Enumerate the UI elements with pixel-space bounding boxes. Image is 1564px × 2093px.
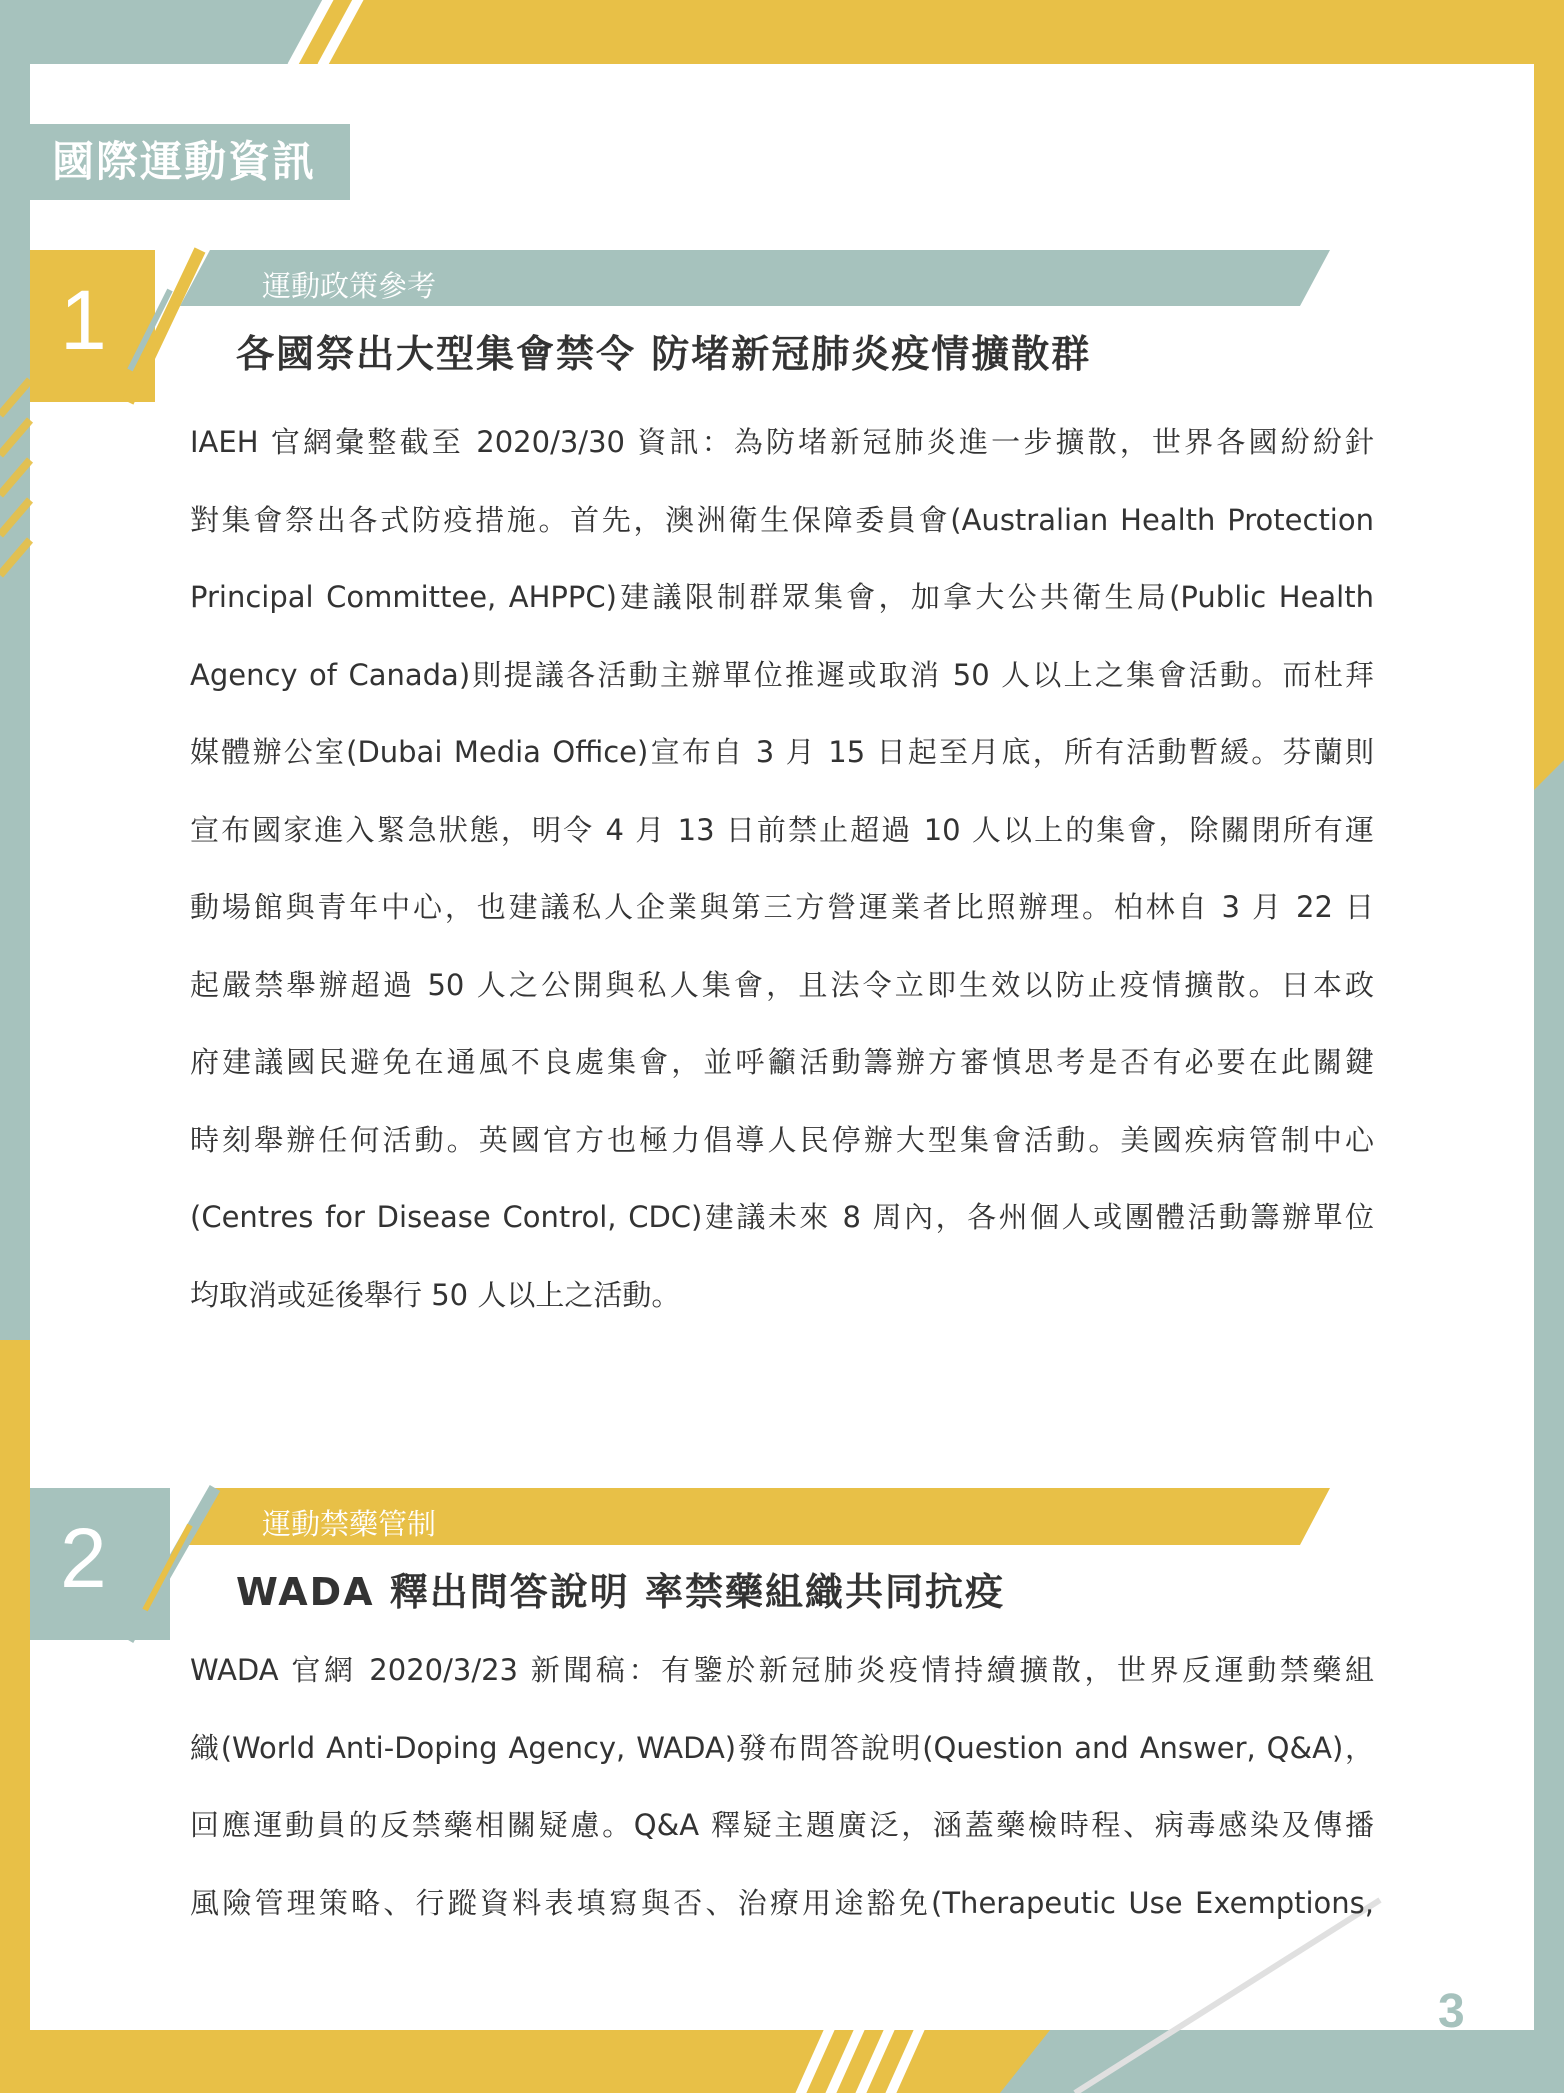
article-1-line: 動場館與青年中心，也建議私人企業與第三方營運業者比照辦理。柏林自 3 月 22 日 <box>190 890 1374 924</box>
article-2-line: 風險管理策略、行蹤資料表填寫與否、治療用途豁免(Therapeutic Use Exemptions, <box>190 1885 1374 1920</box>
article-1-line: 媒體辦公室(Dubai Media Office)宣布自 3 月 15 日起至月底，所有活動暫緩。芬蘭則 <box>190 735 1374 769</box>
article-1-line: 起嚴禁舉辦超過 50 人之公開與私人集會，且法令立即生效以防止疫情擴散。日本政 <box>190 967 1374 1002</box>
article-1-line: 對集會祭出各式防疫措施。首先，澳洲衛生保障委員會(Australian Health Protection <box>190 502 1374 537</box>
article-2-line: 回應運動員的反禁藥相關疑慮。Q&A 釋疑主題廣泛，涵蓋藥檢時程、病毒感染及傳播 <box>190 1808 1374 1842</box>
article-1-line: Agency of Canada)則提議各活動主辦單位推遲或取消 50 人以上之集會活動。而杜拜 <box>190 657 1374 692</box>
article-2-body <box>190 1650 1374 1960</box>
article-2-category: 運動禁藥管制 <box>262 1507 437 1541</box>
article-2-line: WADA 官網 2020/3/23 新聞稿：有鑒於新冠肺炎疫情持續擴散，世界反運動禁藥組 <box>190 1653 1374 1687</box>
article-1-line: 均取消或延後舉行 50 人以上之活動。 <box>190 1277 681 1312</box>
article-1-category: 運動政策參考 <box>262 269 437 303</box>
article-1-line: (Centres for Disease Control, CDC)建議未來 8 周內，各州個人或團體活動籌辦單位 <box>190 1200 1374 1234</box>
article-1-line: IAEH 官網彙整截至 2020/3/30 資訊：為防堵新冠肺炎進一步擴散，世界各國紛紛針 <box>190 425 1374 459</box>
article-2-line: 織(World Anti-Doping Agency, WADA)發布問答說明(Question and Answer, Q&A)， <box>190 1730 1374 1765</box>
article-2-headline: WADA 釋出問答說明 率禁藥組織共同抗疫 <box>236 1570 1006 1614</box>
article-1-line: 時刻舉辦任何活動。英國官方也極力倡導人民停辦大型集會活動。美國疾病管制中心 <box>190 1122 1374 1157</box>
article-1-headline: 各國祭出大型集會禁令 防堵新冠肺炎疫情擴散群 <box>236 332 1092 376</box>
article-1-line: Principal Committee, AHPPC)建議限制群眾集會，加拿大公共衛生局(Public Health <box>190 580 1374 614</box>
article-1-number: 1 <box>60 273 107 367</box>
page-number: 3 <box>1438 1985 1465 2038</box>
article-1-line: 宣布國家進入緊急狀態，明令 4 月 13 日前禁止超過 10 人以上的集會，除關閉所有運 <box>190 812 1374 847</box>
article-2-number: 2 <box>60 1511 107 1605</box>
article-1-line: 府建議國民避免在通風不良處集會，並呼籲活動籌辦方審慎思考是否有必要在此關鍵 <box>190 1045 1374 1079</box>
section-title: 國際運動資訊 <box>52 137 317 186</box>
